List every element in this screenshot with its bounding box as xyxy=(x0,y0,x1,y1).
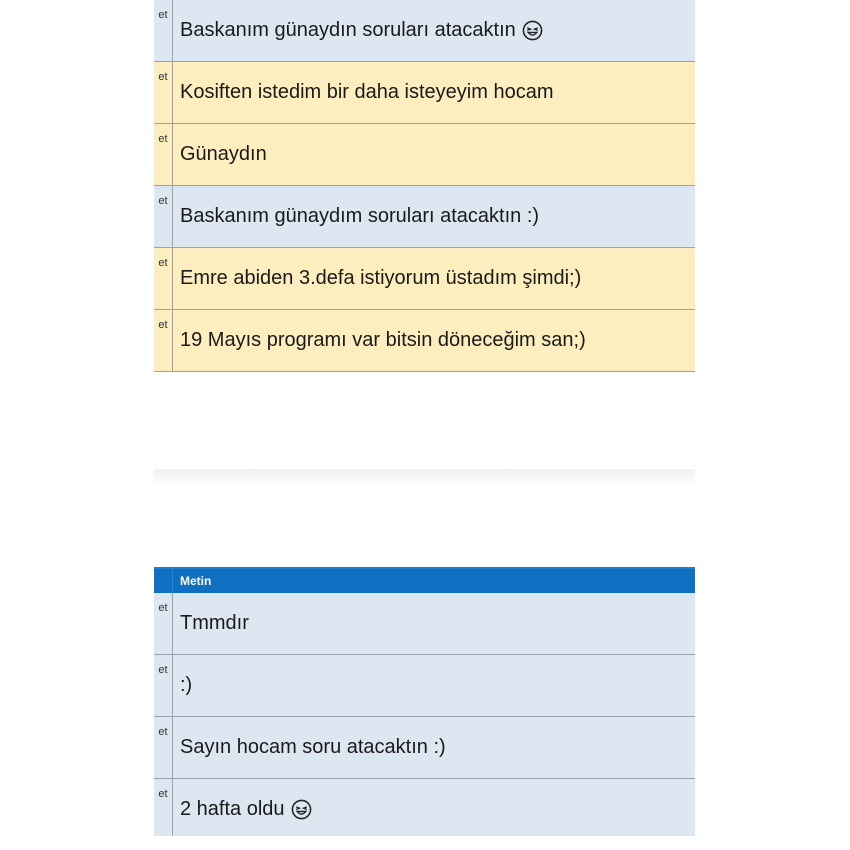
message-table-bottom xyxy=(154,567,695,841)
message-text: 19 Mayıs programı var bitsin döneceğim san;) xyxy=(180,329,586,351)
page-bottom-blank xyxy=(154,836,695,850)
row-marker: et xyxy=(158,71,168,83)
message-text-cell xyxy=(180,779,312,840)
row-marker: et xyxy=(158,257,168,269)
column-divider xyxy=(172,655,173,716)
table-row[interactable] xyxy=(154,62,695,124)
section-separator xyxy=(154,469,695,485)
table-row[interactable] xyxy=(154,779,695,841)
row-marker: et xyxy=(158,788,168,800)
table-row[interactable] xyxy=(154,310,695,372)
message-text: 2 hafta oldu xyxy=(180,798,285,820)
message-text: :) xyxy=(180,674,193,696)
table-row[interactable] xyxy=(154,248,695,310)
row-marker: et xyxy=(158,9,168,21)
message-text: Baskanım günaydım soruları atacaktın :) xyxy=(180,205,540,227)
row-marker: et xyxy=(158,602,168,614)
message-text: Sayın hocam soru atacaktın :) xyxy=(180,736,446,758)
row-marker: et xyxy=(158,726,168,738)
column-divider xyxy=(172,593,173,654)
row-marker: et xyxy=(158,195,168,207)
message-text: Emre abiden 3.defa istiyorum üstadım şimdi;) xyxy=(180,267,582,289)
message-text: Baskanım günaydın soruları atacaktın xyxy=(180,19,516,41)
table-header xyxy=(154,567,695,593)
column-divider xyxy=(172,310,173,371)
column-divider xyxy=(172,186,173,247)
table-row[interactable] xyxy=(154,186,695,248)
column-header-metin[interactable]: Metin xyxy=(180,574,212,588)
column-divider xyxy=(172,0,173,61)
table-row[interactable] xyxy=(154,124,695,186)
table-row[interactable] xyxy=(154,717,695,779)
column-divider xyxy=(172,569,173,593)
row-marker: et xyxy=(158,319,168,331)
column-divider xyxy=(172,779,173,840)
message-text-cell xyxy=(180,0,543,61)
column-divider xyxy=(172,717,173,778)
message-text: Tmmdır xyxy=(180,612,249,634)
column-divider xyxy=(172,248,173,309)
laughing-face-icon xyxy=(522,20,543,41)
column-divider xyxy=(172,62,173,123)
laughing-face-icon xyxy=(291,799,312,820)
row-marker: et xyxy=(158,133,168,145)
row-marker: et xyxy=(158,664,168,676)
message-table-top xyxy=(154,0,695,372)
table-row[interactable] xyxy=(154,0,695,62)
table-row[interactable] xyxy=(154,593,695,655)
message-text: Günaydın xyxy=(180,143,267,165)
column-divider xyxy=(172,124,173,185)
message-text: Kosiften istedim bir daha isteyeyim hocam xyxy=(180,81,554,103)
table-row[interactable] xyxy=(154,655,695,717)
